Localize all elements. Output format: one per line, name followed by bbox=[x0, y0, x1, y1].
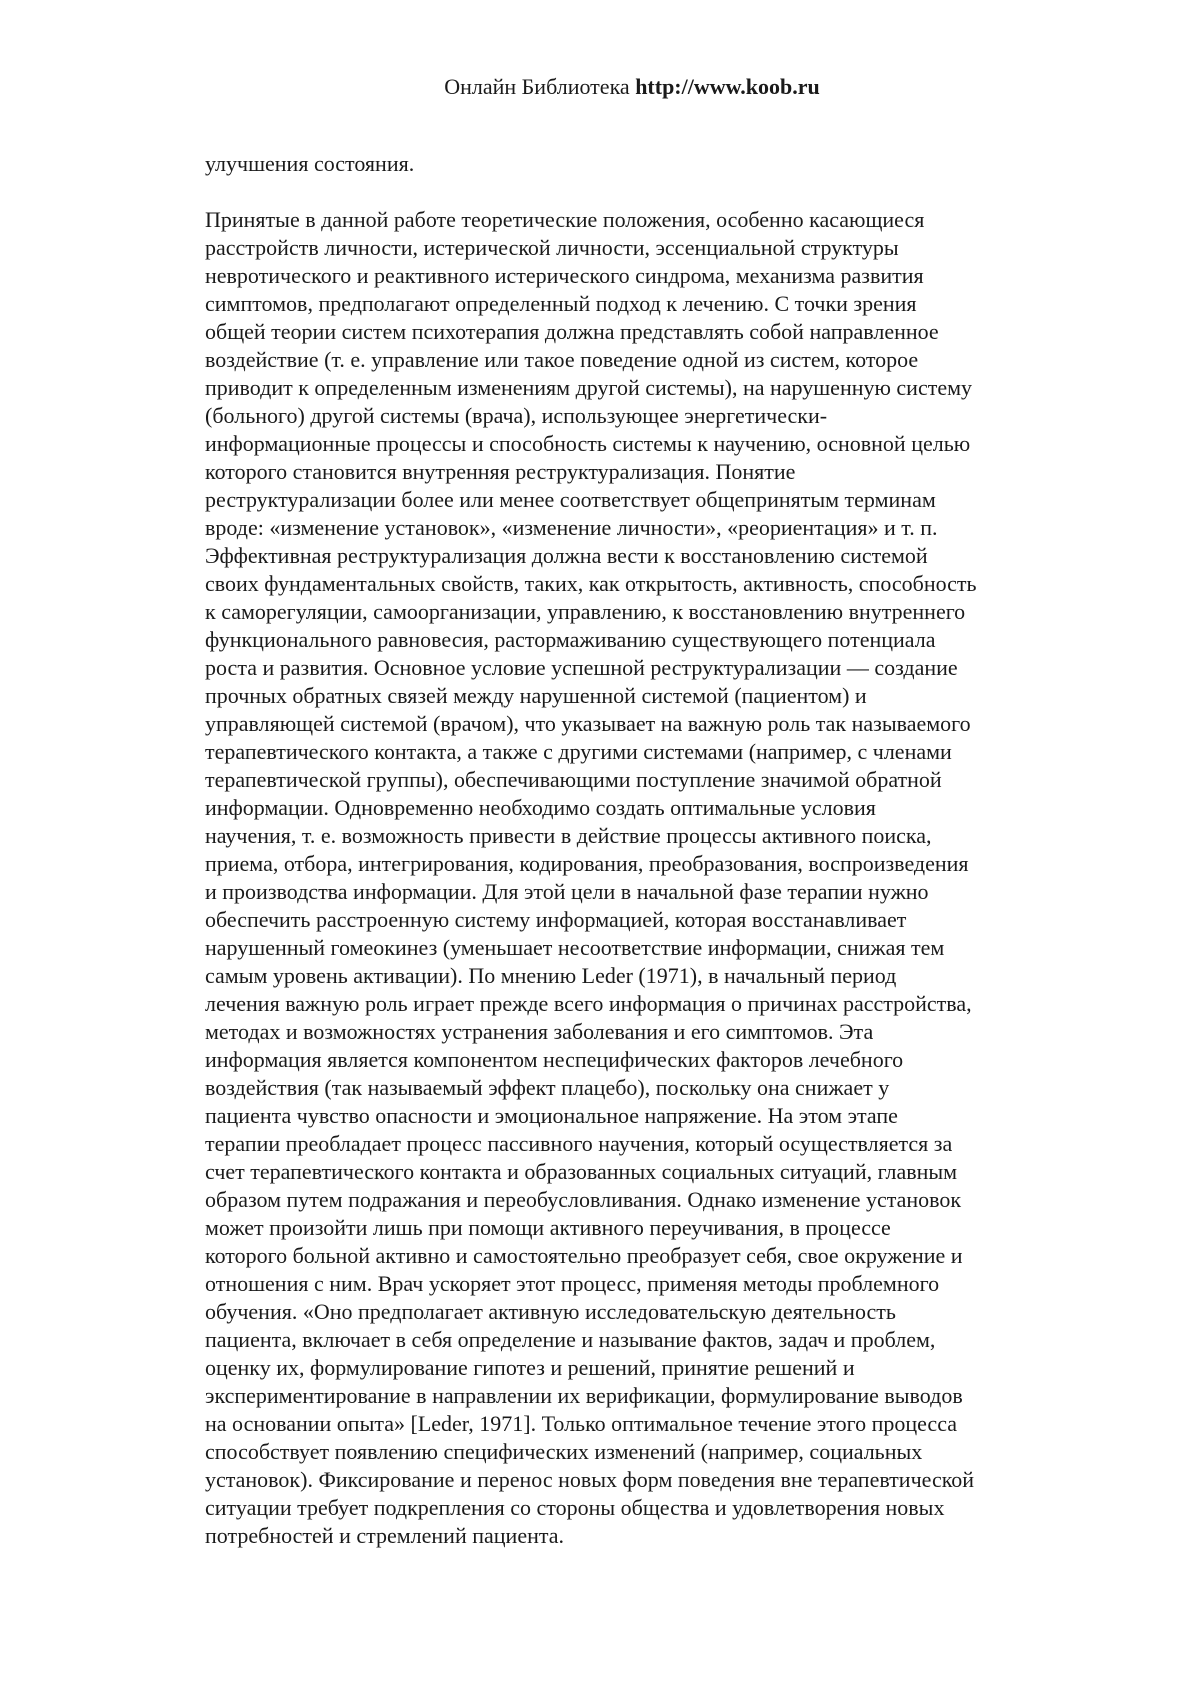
text-line: самым уровень активации). По мнению Leder (1971), в начальный период bbox=[205, 963, 897, 988]
text-line: прочных обратных связей между нарушенной системой (пациентом) и bbox=[205, 683, 867, 708]
paragraph-1 bbox=[205, 150, 1065, 178]
library-url[interactable]: http://www.koob.ru bbox=[635, 74, 820, 99]
text-line: которого становится внутренняя реструктурализация. Понятие bbox=[205, 459, 796, 484]
text-line: на основании опыта» [Leder, 1971]. Только оптимальное течение этого процесса bbox=[205, 1411, 957, 1436]
text-line: приема, отбора, интегрирования, кодирования, преобразования, воспроизведения bbox=[205, 851, 969, 876]
text-line: роста и развития. Основное условие успешной реструктурализации — создание bbox=[205, 655, 958, 680]
text-line: информационные процессы и способность системы к научению, основной целью bbox=[205, 431, 971, 456]
text-line: Принятые в данной работе теоретические положения, особенно касающиеся bbox=[205, 207, 925, 232]
text-line: Эффективная реструктурализация должна вести к восстановлению системой bbox=[205, 543, 928, 568]
text-line: лечения важную роль играет прежде всего информация о причинах расстройства, bbox=[205, 991, 972, 1016]
text-line: обучения. «Оно предполагает активную исследовательскую деятельность bbox=[205, 1299, 896, 1324]
text-line: управляющей системой (врачом), что указывает на важную роль так называемого bbox=[205, 711, 971, 736]
text-line: терапевтической группы), обеспечивающими поступление значимой обратной bbox=[205, 767, 942, 792]
text-line: воздействие (т. е. управление или такое поведение одной из систем, которое bbox=[205, 347, 919, 372]
text-line: счет терапевтического контакта и образованных социальных ситуаций, главным bbox=[205, 1159, 958, 1184]
text-line: расстройств личности, истерической личности, эссенциальной структуры bbox=[205, 235, 899, 260]
text-line: к саморегуляции, самоорганизации, управлению, к восстановлению внутреннего bbox=[205, 599, 966, 624]
text-line: информации. Одновременно необходимо создать оптимальные условия bbox=[205, 795, 876, 820]
text-line: может произойти лишь при помощи активного переучивания, в процессе bbox=[205, 1215, 891, 1240]
text-line: общей теории систем психотерапия должна представлять собой направленное bbox=[205, 319, 939, 344]
text-line: и производства информации. Для этой цели в начальной фазе терапии нужно bbox=[205, 879, 929, 904]
text-line: методах и возможностях устранения заболевания и его симптомов. Эта bbox=[205, 1019, 874, 1044]
paragraph-2 bbox=[205, 206, 1065, 1550]
text-line: обеспечить расстроенную систему информацией, которая восстанавливает bbox=[205, 907, 907, 932]
text-line: образом путем подражания и переобусловливания. Однако изменение установок bbox=[205, 1187, 962, 1212]
text-line: терапевтического контакта, а также с другими системами (например, с членами bbox=[205, 739, 952, 764]
text-line: улучшения состояния. bbox=[205, 151, 415, 176]
library-label: Онлайн Библиотека bbox=[444, 74, 630, 99]
text-line: которого больной активно и самостоятельно преобразует себя, свое окружение и bbox=[205, 1243, 963, 1268]
text-line: экспериментирование в направлении их верификации, формулирование выводов bbox=[205, 1383, 963, 1408]
text-line: функционального равновесия, растормаживанию существующего потенциала bbox=[205, 627, 936, 652]
text-line: пациента, включает в себя определение и называние фактов, задач и проблем, bbox=[205, 1327, 936, 1352]
text-line: пациента чувство опасности и эмоциональное напряжение. На этом этапе bbox=[205, 1103, 898, 1128]
text-line: отношения с ним. Врач ускоряет этот процесс, применяя методы проблемного bbox=[205, 1271, 940, 1296]
text-line: вроде: «изменение установок», «изменение личности», «реориентация» и т. п. bbox=[205, 515, 938, 540]
text-line: оценку их, формулирование гипотез и решений, принятие решений и bbox=[205, 1355, 855, 1380]
text-line: терапии преобладает процесс пассивного научения, который осуществляется за bbox=[205, 1131, 953, 1156]
text-line: своих фундаментальных свойств, таких, как открытость, активность, способность bbox=[205, 571, 977, 596]
text-line: приводит к определенным изменениям другой системы), на нарушенную систему bbox=[205, 375, 973, 400]
text-line: потребностей и стремлений пациента. bbox=[205, 1523, 565, 1548]
text-line: научения, т. е. возможность привести в действие процессы активного поиска, bbox=[205, 823, 932, 848]
paragraph-gap bbox=[205, 178, 1065, 206]
text-line: нарушенный гомеокинез (уменьшает несоответствие информации, снижая тем bbox=[205, 935, 945, 960]
text-line: информация является компонентом неспецифических факторов лечебного bbox=[205, 1047, 904, 1072]
page-header bbox=[32, 72, 1200, 102]
text-line: (больного) другой системы (врача), использующее энергетически- bbox=[205, 403, 828, 428]
text-line: ситуации требует подкрепления со стороны общества и удовлетворения новых bbox=[205, 1495, 945, 1520]
text-line: симптомов, предполагают определенный подход к лечению. С точки зрения bbox=[205, 291, 917, 316]
text-line: реструктурализации более или менее соответствует общепринятым терминам bbox=[205, 487, 936, 512]
text-line: установок). Фиксирование и перенос новых форм поведения вне терапевтической bbox=[205, 1467, 975, 1492]
body-text bbox=[205, 150, 1065, 1550]
text-line: способствует появлению специфических изменений (например, социальных bbox=[205, 1439, 923, 1464]
text-line: невротического и реактивного истерического синдрома, механизма развития bbox=[205, 263, 924, 288]
text-line: воздействия (так называемый эффект плацебо), поскольку она снижает у bbox=[205, 1075, 890, 1100]
